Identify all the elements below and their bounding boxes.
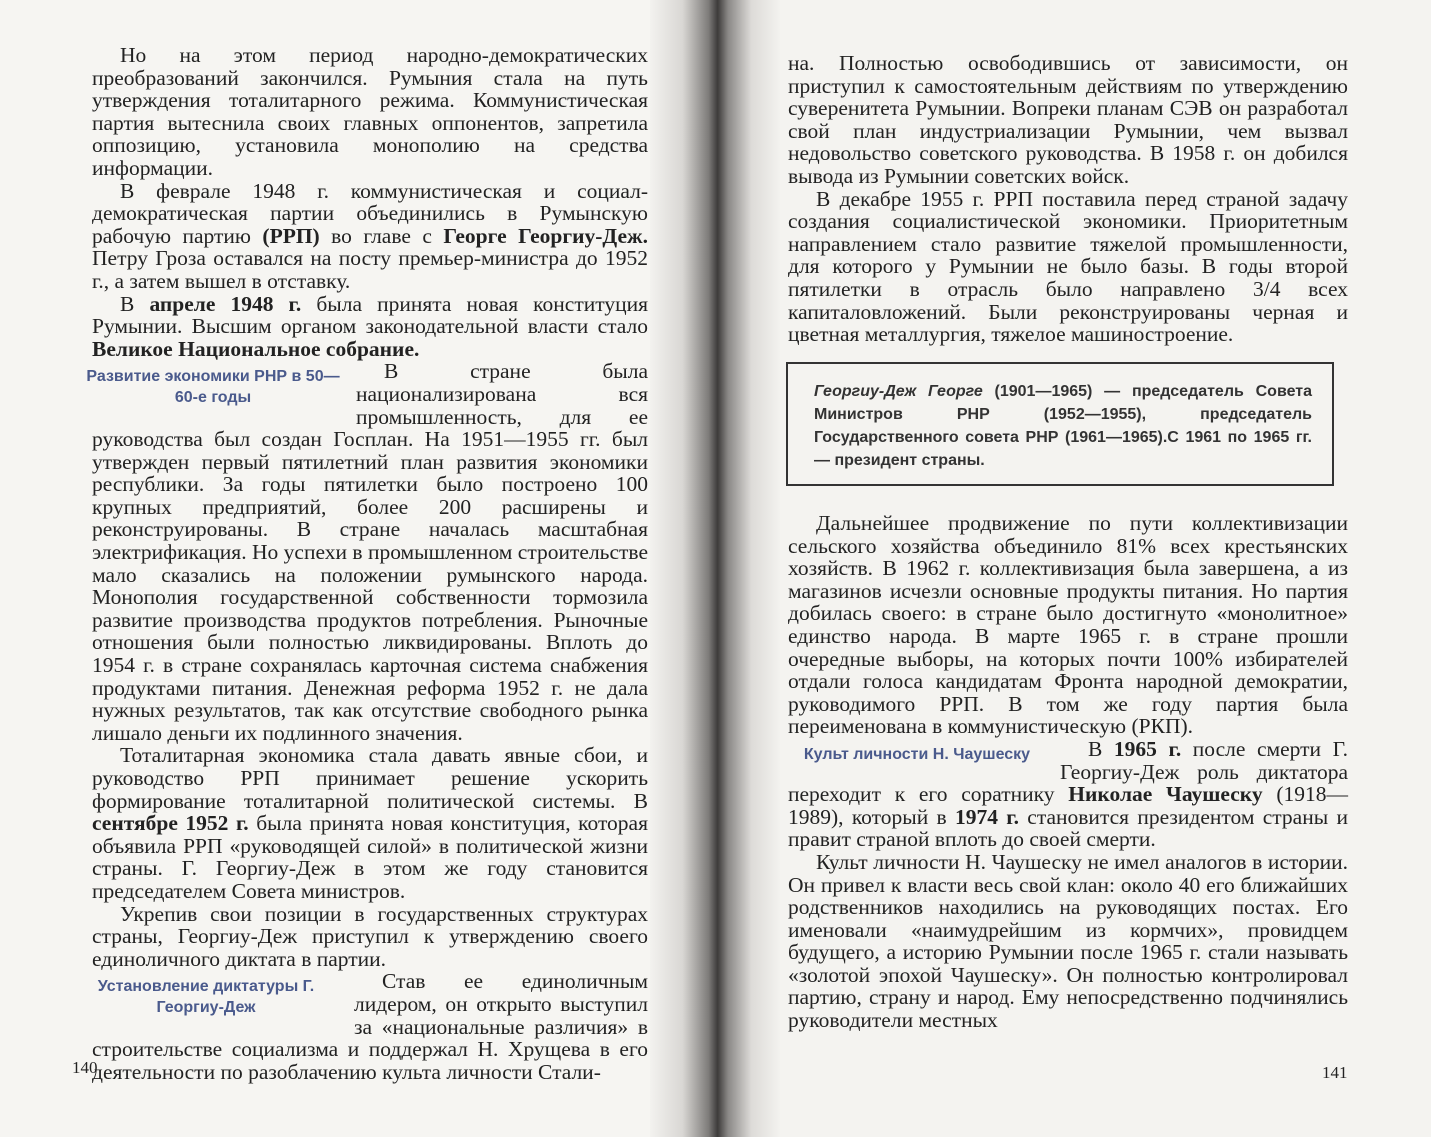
right-page-text-bottom: [788, 512, 1348, 1032]
text-bold: сентябре 1952 г.: [92, 811, 249, 836]
text-run: В: [120, 291, 150, 316]
text-run: становится президентом страны и правит страной вплоть до своей смерти.: [788, 804, 1348, 852]
text-bold: Николае Чаушеску: [1068, 782, 1263, 807]
page-number-right: 141: [1322, 1063, 1348, 1082]
biography-text: (1901—1965) — председатель Совета Министров РНР (1952—1955), председатель Государственного совета РНР (1961—1965).С 1961 по 1965 гг. — президент страны.: [814, 383, 1313, 469]
side-heading-personality-cult: Культ личности Н. Чаушеску: [803, 745, 1031, 763]
text-run: Тоталитарная экономика стала давать явные сбои, и руководство РРП принимает решение ускорить формирование тоталитарной политической системы. В: [92, 743, 648, 813]
text-run: В: [1088, 736, 1114, 761]
left-paragraph-3: [92, 293, 648, 361]
text-bold: Великое Национальное собрание.: [92, 336, 420, 361]
text-bold: (РРП): [262, 223, 320, 248]
right-paragraph-2: В декабре 1955 г. РРП поставила перед страной задачу создания социалистической экономики. Приоритетным направлением стало развитие тяжелой промышленности, для которого у Румынии не было базы. В годы второй пятилетки в отрасль было направлено 3/4 всех капиталовложений. Были реконструированы черная и цветная металлургия, тяжелое машиностроение.: [788, 186, 1348, 347]
left-page-text: [86, 43, 648, 1084]
text-run: была принята новая конституция, которая объявила РРП «руководящей силой» в политической жизни страны. Г. Георгиу-Деж в этом же году становится председателем Совета министров.: [92, 811, 648, 903]
text-run: во главе с: [319, 223, 444, 248]
text-run: после смерти Г. Георгиу-Деж роль диктатора переходит к его соратнику: [788, 736, 1348, 807]
biography-box: [786, 362, 1334, 486]
text-run: была принята новая конституция Румынии. Высшим органом законодательной власти стало: [92, 291, 648, 339]
left-paragraph-1: Но на этом период народно-демократических преобразований закончился. Румыния стала на путь утверждения тоталитарного режима. Коммунистическая партия вытеснила своих главных оппонентов, запретила оппозицию, установила монополию на средства информации.: [92, 43, 648, 180]
left-paragraph-6: Укрепив свои позиции в государственных структурах страны, Георгиу-Деж приступил к утверждению своего единоличного диктата в партии.: [92, 901, 648, 971]
left-paragraph-4: В стране была национализирована вся промышленность, для ее руководства был создан Госплан. На 1951—1955 гг. был утвержден первый пятилетний план развития экономики республики. За годы пятилетки было построено 100 крупных предприятий, более 200 расширены и реконструированы. В стране началась масштабная электрификация. Но успехи в промышленном строительстве мало сказались на положении румынского народа. Монополия государственной собственности тормозила развитие производства продуктов потребления. Рыночные отношения были полностью ликвидированы. Вплоть до 1954 г. в стране сохранялась карточная система снабжения продуктами питания. Денежная реформа 1952 г. не дала нужных результатов, так как отсутствие свободного рынка лишало деньги их подлинного значения.: [92, 359, 648, 745]
text-bold: Георге Георгиу-Деж.: [443, 223, 648, 248]
left-paragraph-7: Став ее единоличным лидером, он открыто выступил за «национальные различия» в строительстве социализма и поддержал Н. Хрущева в его деятельности по разоблачению культа личности Стали-: [92, 969, 648, 1084]
right-paragraph-1: на. Полностью освободившись от зависимости, он приступил к самостоятельным действиям по утверждению суверенитета Румынии. Вопреки планам СЭВ он разработал свой план индустриализации Румынии, чем вызвал недовольство советского руководства. В 1958 г. он добился вывода из Румынии советских войск.: [788, 51, 1348, 188]
page-number-left: 140: [72, 1058, 98, 1077]
right-page-text-top: [788, 52, 1348, 346]
left-paragraph-2: [92, 180, 648, 293]
text-run: Петру Гроза оставался на посту премьер-министра до 1952 г., а затем вышел в отставку.: [92, 246, 648, 293]
text-run: В феврале 1948 г. коммунистическая и социал-демократическая партии объединились в Румынскую рабочую партию: [92, 178, 648, 248]
right-paragraph-5: Культ личности Н. Чаушеску не имел аналогов в истории. Он привел к власти весь свой клан: около 40 его ближайших родственников находились на руководящих постах. Его именовали «наимудрейшим из кормчих», провидцем будущего, а историю Румынии после 1965 г. стали называть «золотой эпохой Чаушеску». Он полностью контролировал партию, страну и народ. Ему непосредственно подчинялись руководители местных: [788, 849, 1348, 1033]
text-run: (1918—1989), который в: [788, 782, 1348, 829]
left-paragraph-5: [92, 744, 648, 902]
book-gutter: [650, 0, 780, 1137]
text-bold: 1965 г.: [1113, 736, 1182, 761]
side-heading-dictatorship: Установление диктатуры Г. Георгиу-Деж: [97, 978, 315, 1017]
right-paragraph-3: Дальнейшее продвижение по пути коллективизации сельского хозяйства объединило 81% всех крестьянских хозяйств. В 1962 г. коллективизация была завершена, а из магазинов исчезли основные продукты питания. Но партия добилась своего: в стране было достигнуто «монолитное» единство народа. В марте 1965 г. в стране прошли очередные выборы, на которых почти 100% избирателей отдали голоса кандидатам Фронта народной демократии, руководимого РРП. В том же году партия была переименована в коммунистическую (РКП).: [788, 511, 1348, 739]
text-bold: апреле 1948 г.: [149, 291, 302, 316]
side-heading-economy: Развитие экономики РНР в 50—60-е годы: [86, 368, 340, 407]
text-bold: 1974 г.: [954, 804, 1019, 829]
biography-name: Георгиу-Деж Георге: [814, 383, 983, 400]
